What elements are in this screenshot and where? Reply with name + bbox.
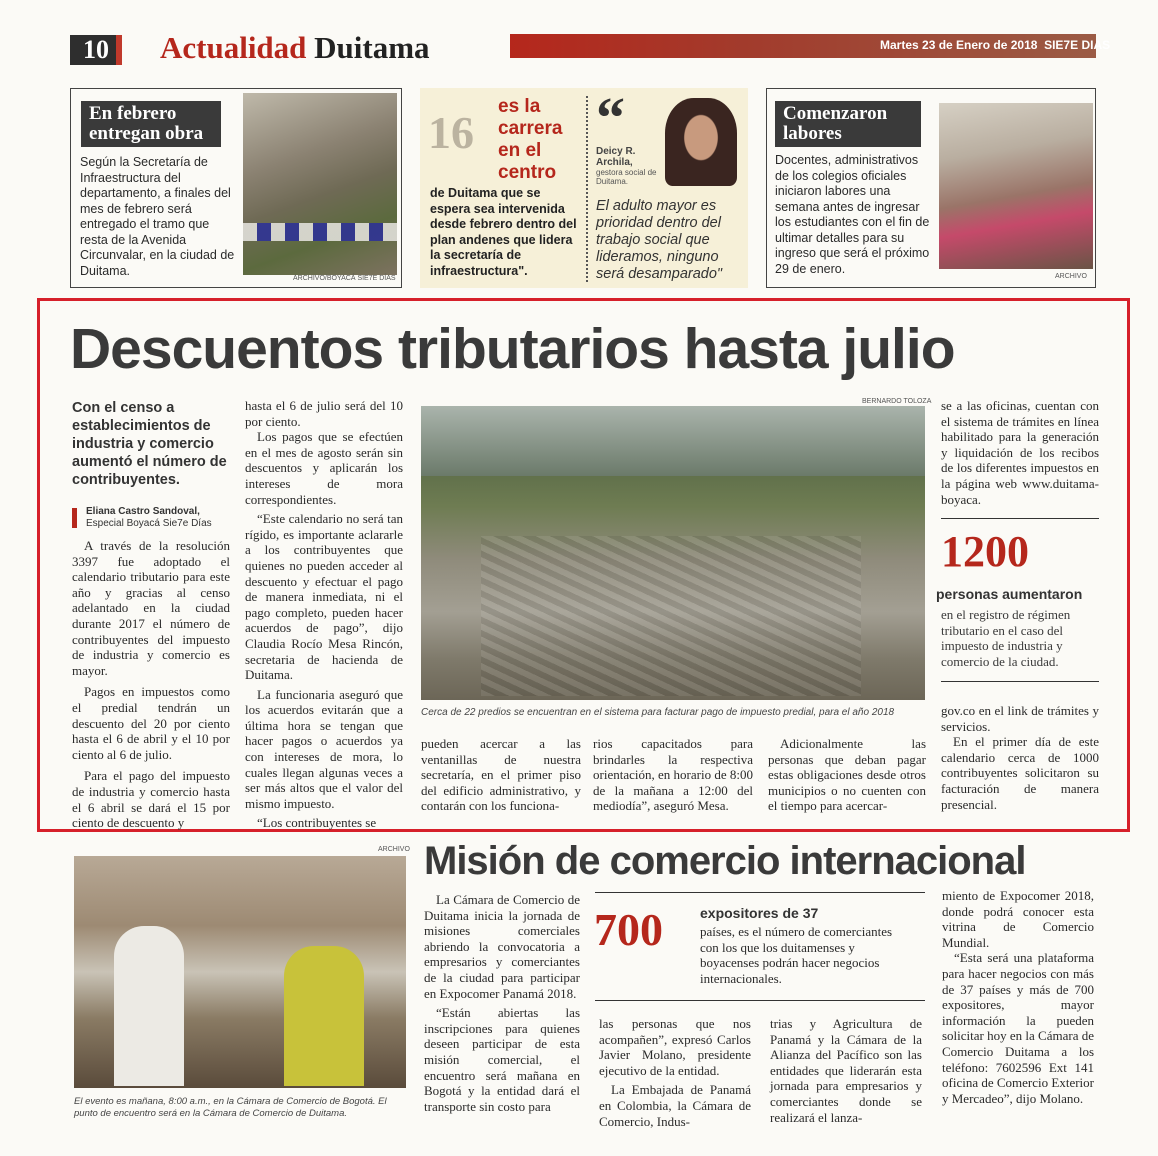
second-col2 xyxy=(599,1016,751,1129)
brief-carrera-number: 16 xyxy=(428,107,474,158)
main-col1 xyxy=(72,538,230,831)
paragraph: “Los contribuyentes se xyxy=(257,815,377,831)
brief-labores-credit: ARCHIVO xyxy=(1055,273,1087,280)
main-col6-top: se a las oficinas, cuentan con el sistema de trámites en línea habilitado para la generación y liquidación de los recibos de los diferentes impuestos en la página web www.duitama-boyaca. xyxy=(941,398,1099,507)
brief-carrera xyxy=(420,85,748,288)
brief-carrera-headline: es la carrera en el centro xyxy=(498,96,563,183)
paragraph: hasta el 6 de julio será del 10 por ciento. xyxy=(245,398,403,429)
brief-labores-photo xyxy=(939,103,1093,269)
brief-divider xyxy=(586,96,588,282)
paragraph: Pagos en impuestos como el predial tendrán un descuento del 20 por ciento hasta el 6 de abril y el 10 por ciento al 6 de julio. xyxy=(72,684,230,762)
main-aerial-photo xyxy=(421,406,925,700)
main-lead: Con el censo a establecimientos de industria y comercio aumentó el número de contribuyentes. xyxy=(72,400,227,488)
main-stat-text: en el registro de régimen tributario en el caso del impuesto de industria y comercio de la ciudad. xyxy=(941,607,1071,669)
stat-rule-bottom xyxy=(941,681,1099,682)
page-number: 10 xyxy=(70,35,122,65)
brief-labores xyxy=(766,88,1096,288)
second-photo-caption: El evento es mañana, 8:00 a.m., en la Cámara de Comercio de Bogotá. El punto de encuentro será en la Cámara de Comercio de Duitama. xyxy=(74,1096,387,1119)
second-photo-credit: ARCHIVO xyxy=(378,846,410,853)
paragraph: miento de Expocomer 2018, donde podrá conocer esta vitrina de Comercio Mundial. xyxy=(942,888,1094,950)
paragraph: “Están abiertas las inscripciones para quienes deseen participar de esta misión comercial, el encuentro será mañana en Bogotá y la entidad dará el transporte sin costo para xyxy=(424,1005,580,1114)
section-title xyxy=(160,30,430,66)
person-role: gestora social de Duitama. xyxy=(596,168,657,186)
main-col2 xyxy=(245,398,403,831)
second-photo xyxy=(74,856,406,1088)
header-date xyxy=(880,38,1110,52)
main-photo-credit: BERNARDO TOLOZA xyxy=(862,398,932,405)
brief-obra-photo xyxy=(243,93,397,275)
brief-obra-title: En febrero entregan obra xyxy=(81,101,221,147)
brief-obra xyxy=(70,88,402,288)
main-col6-bottom xyxy=(941,703,1099,812)
second-stat-text: países, es el número de comerciantes con los que los duitamenses y boyacenses podrán hacer negocios internacionales. xyxy=(700,924,893,986)
main-col5: Adicionalmente las personas que deban pagar estas obligaciones desde otros municipios o no cuenten con el tiempo para acercar- xyxy=(768,736,926,814)
brief-obra-credit: ARCHIVO/BOYACÁ SIE7E DÍAS xyxy=(293,275,396,282)
paragraph: Los pagos que se efectúen en el mes de agosto serán sin descuentos y aplicarán los intereses de mora correspondientes. xyxy=(245,429,403,507)
second-stat-bold: expositores de 37 xyxy=(700,905,819,921)
second-stat-number: 700 xyxy=(594,904,663,955)
second-col3: trias y Agricultura de Panamá y la Cámara de la Alianza del Pacífico son las entidades que liderarán esta jornada para empresarios y comerciantes donde se realizará el lanza- xyxy=(770,1016,922,1125)
main-stat-number: 1200 xyxy=(941,527,1029,576)
date-text: Martes 23 de Enero de 2018 xyxy=(880,38,1038,52)
brief-carrera-text: de Duitama que se espera sea intervenida desde febrero dentro del plan andenes que lidera la secretaría de infraestructura". xyxy=(430,186,577,278)
second-col4 xyxy=(942,888,1094,1106)
stat-rule xyxy=(941,518,1099,519)
paragraph: las personas que nos acompañen”, expresó Carlos Javier Molano, presidente ejecutivo de la entidad. xyxy=(599,1016,751,1078)
main-author: Eliana Castro Sandoval, xyxy=(86,506,200,517)
brief-labores-title: Comenzaron labores xyxy=(775,101,921,147)
paragraph: A través de la resolución 3397 fue adoptado el calendario tributario para este año y gracias al censo adelantado en la ciudad durante 2017 el número de contribuyentes del impuesto de industria y comercio es mayor. xyxy=(72,538,230,678)
brief-labores-text: Docentes, administrativos de los colegios oficiales iniciaron labores una semana antes de ingresar los estudiantes con el fin de ultimar detalles para su ingreso que será el próximo 29 de enero. xyxy=(775,153,930,276)
paragraph: gov.co en el link de trámites y servicios. xyxy=(941,703,1099,734)
second-headline: Misión de comercio internacional xyxy=(424,839,1026,883)
main-col3: pueden acercar a las ventanillas de nuestra secretaría, en el primer piso del edificio administrativo, y contarán con los funciona- xyxy=(421,736,581,814)
section-title-black: Duitama xyxy=(314,30,430,65)
second-col1 xyxy=(424,892,580,1114)
brand-text: SIE7E DIAS xyxy=(1044,38,1111,52)
second-stat-rule-bottom xyxy=(595,1000,925,1001)
paragraph: La funcionaria aseguró que los acuerdos evitarán que a última hora se tengan que hacer pagos o acuerdos ya con intereses de mora, lo cuales llegan algunas veces a ser más altos que el valor del mismo impuesto. xyxy=(245,686,403,811)
main-headline: Descuentos tributarios hasta julio xyxy=(70,317,955,381)
main-author-role: Especial Boyacá Sie7e Días xyxy=(86,518,212,529)
paragraph: En el primer día de este calendario cerca de 1000 contribuyentes solicitaron su facturación de manera presencial. xyxy=(941,734,1099,812)
second-stat-rule xyxy=(595,892,925,893)
paragraph: Para el pago del impuesto de industria y comercio hasta el 6 abril se dará el 15 por ciento de descuento y xyxy=(72,768,230,831)
main-photo-caption: Cerca de 22 predios se encuentran en el sistema para facturar pago de impuesto predial, para el año 2018 xyxy=(421,707,895,718)
person-portrait xyxy=(665,98,737,186)
quote-icon: “ xyxy=(596,85,625,150)
main-stat-bold: personas aumentaron xyxy=(936,586,1083,602)
paragraph: “Esta será una plataforma para hacer negocios con más de 37 países y más de 700 expositores, mayor información la pueden solicitar hoy en la Cámara de Comercio Duitama a los teléfono: 7602596 Ext 141 oficina de Comercio Exterior y Mercadeo”, dijo Molano. xyxy=(942,950,1094,1106)
byline-bar xyxy=(72,508,77,528)
paragraph: La Embajada de Panamá en Colombia, la Cámara de Comercio, Indus- xyxy=(599,1082,751,1129)
paragraph: “Este calendario no será tan rígido, es importante aclararle a los contribuyentes que quienes no pueden acceder al descuento y efectuar el pago de manera inmediata, ni el pago completo, pueden hacer acuerdos de pago”, dijo Claudia Rocío Mesa Rincón, secretaria de hacienda de Duitama. xyxy=(245,511,403,683)
main-col4: rios capacitados para brindarles la respectiva orientación, en horario de 8:00 de la mañana a 12:00 del mediodía”, aseguró Mesa. xyxy=(593,736,753,814)
section-title-red: Actualidad xyxy=(160,30,307,65)
brief-carrera-quote: El adulto mayor es prioridad dentro del trabajo social que lideramos, ninguno será desamparado" xyxy=(596,198,723,282)
paragraph: La Cámara de Comercio de Duitama inicia la jornada de misiones comerciales abriendo la convocatoria a empresarios y comerciantes de la ciudad para participar en Expocomer Panamá 2018. xyxy=(424,892,580,1001)
brief-obra-text: Según la Secretaría de Infraestructura del departamento, a finales del mes de febrero será entregado el tramo que resta de la Avenida Circunvalar, en la ciudad de Duitama. xyxy=(80,155,235,278)
person-name: Deicy R. Archila, xyxy=(596,146,636,168)
